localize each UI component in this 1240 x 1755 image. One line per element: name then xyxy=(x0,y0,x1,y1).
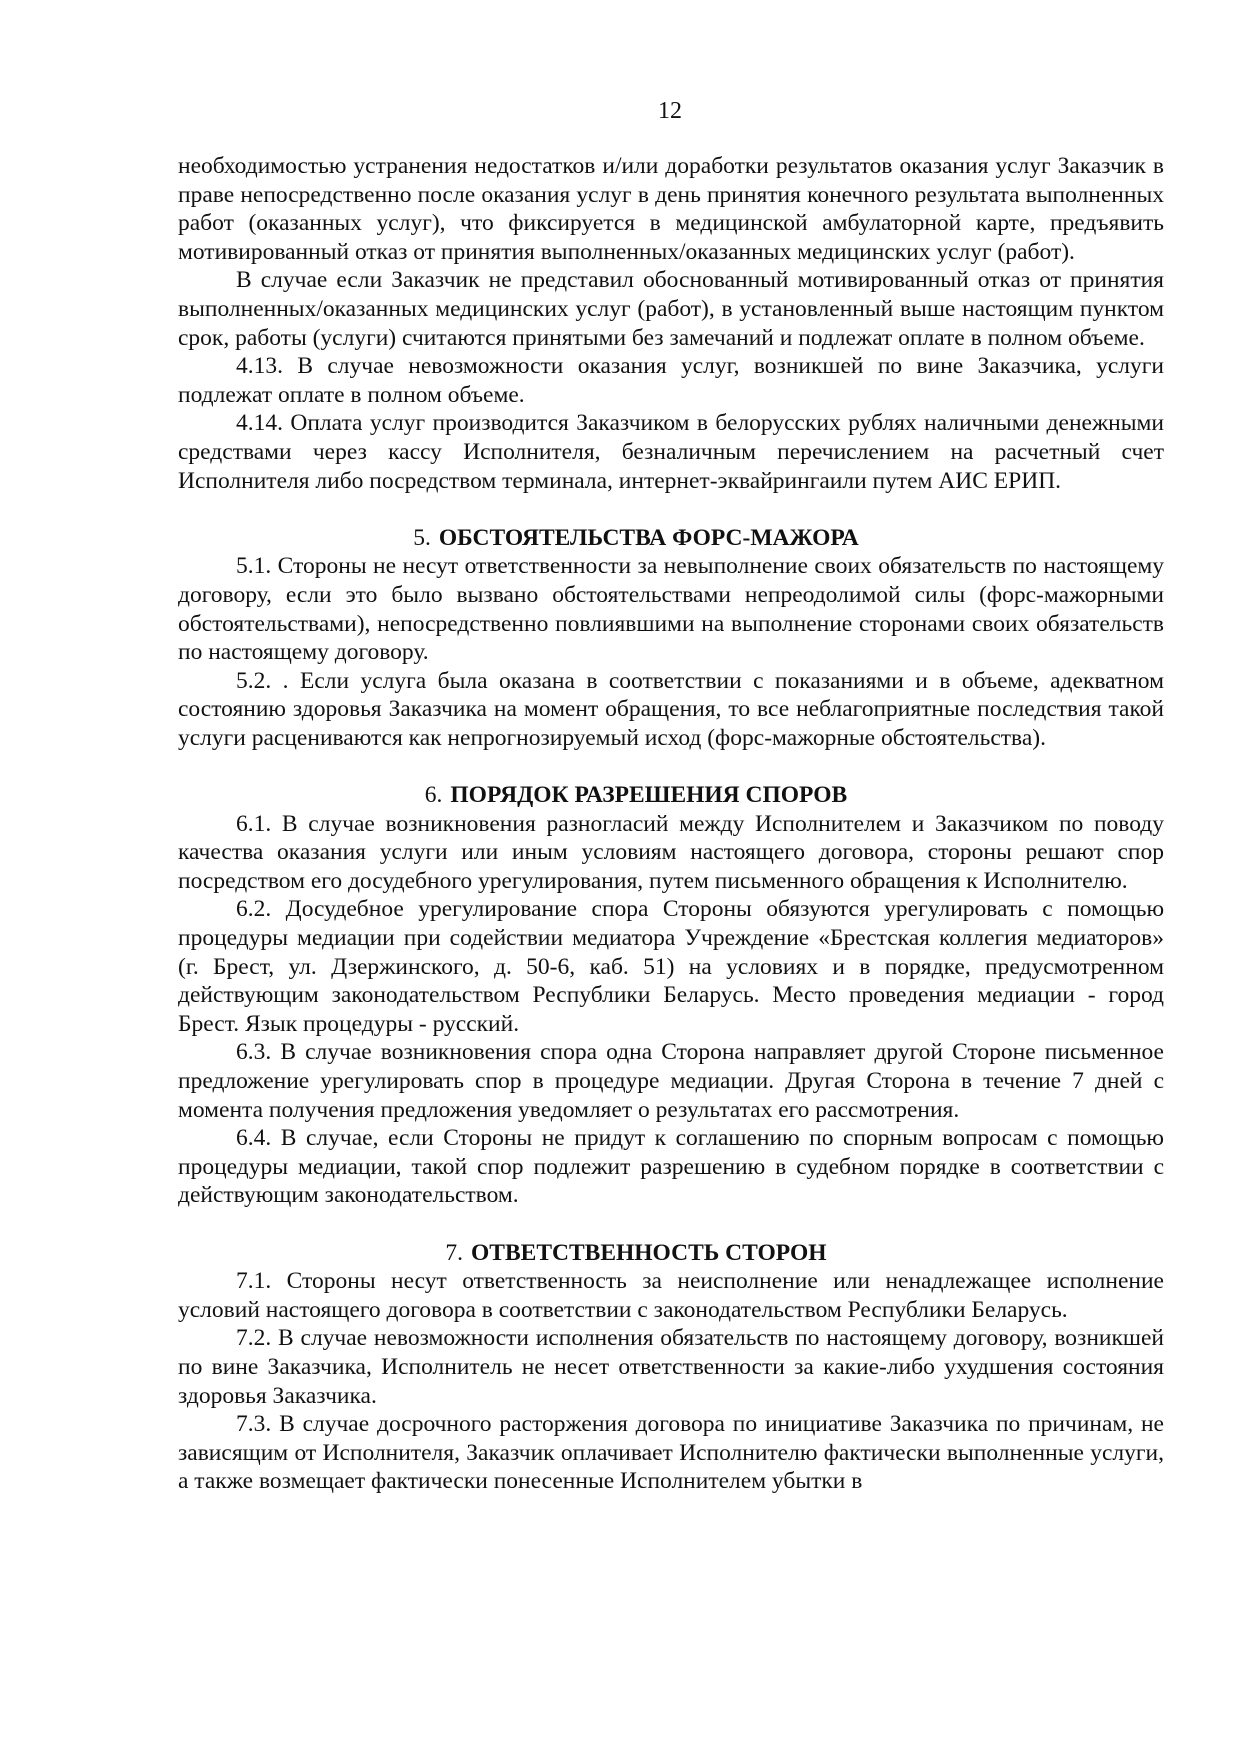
paragraph-7-3: 7.3. В случае досрочного расторжения договора по инициативе Заказчика по причинам, не зависящим от Исполнителя, Заказчик оплачивает Исполнителю фактически выполненные услуги, а также возмещает фактически понесенные Исполнителем убытки в xyxy=(178,1411,1164,1495)
paragraph-6-1: 6.1. В случае возникновения разногласий между Исполнителем и Заказчиком по поводу качества оказания услуги или иным условиям настоящего договора, стороны решают спор посредством его досудебного урегулирования, путем письменного обращения к Исполнителю. xyxy=(178,810,1164,894)
paragraph-5-1: 5.1. Стороны не несут ответственности за невыполнение своих обязательств по настоящему договору, если это было вызвано обстоятельствами непреодолимой силы (форс-мажорными обстоятельствами), непосредственно повлиявшими на выполнение сторонами своих обязательств по настоящему договору. xyxy=(178,553,1164,666)
paragraph-4-12-continued: необходимостью устранения недостатков и/или доработки результатов оказания услуг Заказчик в праве непосредственно после оказания услуг в день принятия конечного результата выполненных работ (оказанных услуг), что фиксируется в медицинской амбулаторной карте, предъявить мотивированный отказ от принятия выполненных/оказанных медицинских услуг (работ). xyxy=(178,153,1164,265)
paragraph-5-2: 5.2. . Если услуга была оказана в соответствии с показаниями и в объеме, адекватном состоянию здоровья Заказчика на момент обращения, то все неблагоприятные последствия такой услуги расцениваются как непрогнозируемый исход (форс-мажорные обстоятельства). xyxy=(178,667,1164,751)
page-number: 12 xyxy=(658,98,682,124)
section-number: 7. xyxy=(445,1239,464,1266)
section-heading-6 xyxy=(178,781,1164,810)
paragraph-4-12-refusal: В случае если Заказчик не представил обоснованный мотивированный отказ от принятия выполненных/оказанных медицинских услуг (работ), в установленный выше настоящим пунктом срок, работы (услуги) считаются принятыми без замечаний и подлежат оплате в полном объеме. xyxy=(178,267,1164,351)
paragraph-7-2: 7.2. В случае невозможности исполнения обязательств по настоящему договору, возникшей по вине Заказчика, Исполнитель не несет ответственности за какие-либо ухудшения состояния здоровья Заказчика. xyxy=(178,1325,1164,1409)
section-title: ОБСТОЯТЕЛЬСТВА ФОРС-МАЖОРА xyxy=(438,524,859,551)
paragraph-4-13: 4.13. В случае невозможности оказания услуг, возникшей по вине Заказчика, услуги подлежат оплате в полном объеме. xyxy=(178,353,1164,408)
section-number: 6. xyxy=(424,782,443,809)
paragraph-7-1: 7.1. Стороны несут ответственность за неисполнение или ненадлежащее исполнение условий настоящего договора в соответствии с законодательством Республики Беларусь. xyxy=(178,1268,1164,1323)
section-heading-5 xyxy=(178,524,1164,553)
section-title: ПОРЯДОК РАЗРЕШЕНИЯ СПОРОВ xyxy=(450,782,848,809)
document-body xyxy=(178,152,1164,1496)
section-title: ОТВЕТСТВЕННОСТЬ СТОРОН xyxy=(471,1239,827,1266)
paragraph-6-4: 6.4. В случае, если Стороны не придут к соглашению по спорным вопросам с помощью процедуры медиации, такой спор подлежит разрешению в судебном порядке в соответствии с действующим законодательством. xyxy=(178,1125,1164,1209)
section-number: 5. xyxy=(413,524,431,551)
section-heading-7 xyxy=(178,1239,1164,1268)
paragraph-6-2: 6.2. Досудебное урегулирование спора Стороны обязуются урегулировать с помощью процедуры медиации при содействии медиатора Учреждение «Брестская коллегия медиаторов» (г. Брест, ул. Дзержинского, д. 50-6, каб. 51) на условиях и в порядке, предусмотренном действующим законодательством Республики Беларусь. Место проведения медиации - город Брест. Язык процедуры - русский. xyxy=(178,896,1164,1037)
paragraph-4-14: 4.14. Оплата услуг производится Заказчиком в белорусских рублях наличными денежными средствами через кассу Исполнителя, безналичным перечислением на расчетный счет Исполнителя либо посредством терминала, интернет-эквайрингаили путем АИС ЕРИП. xyxy=(178,410,1164,494)
paragraph-6-3: 6.3. В случае возникновения спора одна Сторона направляет другой Стороне письменное предложение урегулировать спор в процедуре медиации. Другая Сторона в течение 7 дней с момента получения предложения уведомляет о результатах его рассмотрения. xyxy=(178,1039,1164,1123)
